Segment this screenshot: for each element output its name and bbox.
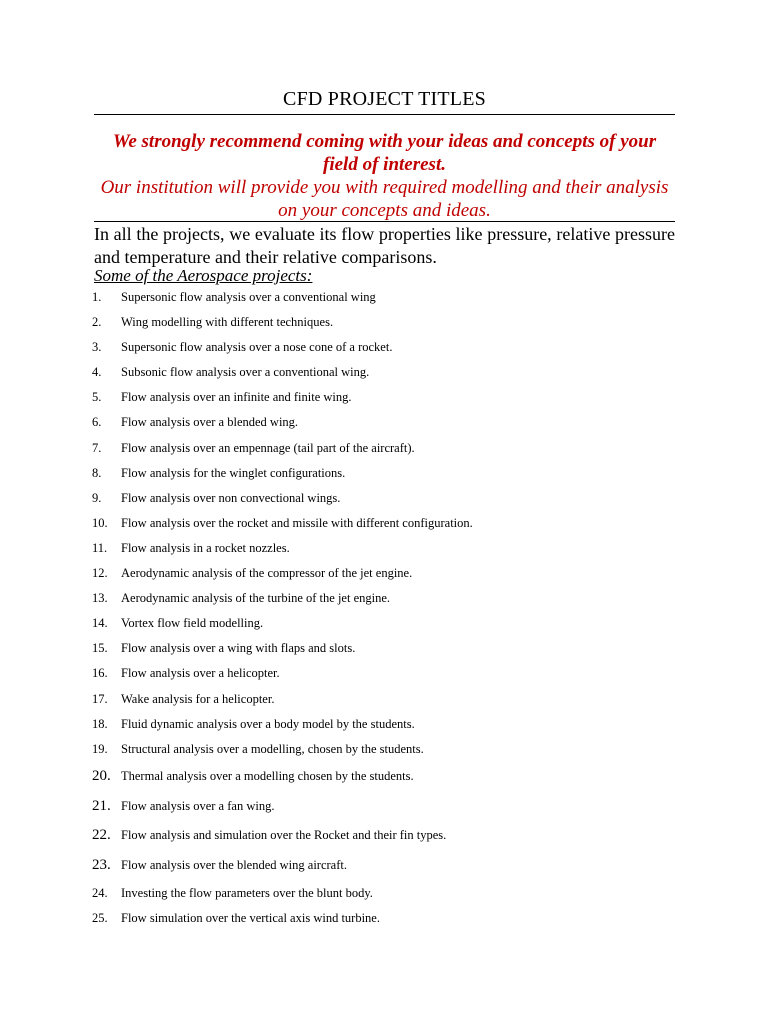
- project-title: Flow analysis for the winglet configurations.: [121, 465, 346, 480]
- project-title: Flow simulation over the vertical axis wind turbine.: [121, 911, 380, 926]
- project-number: 7.: [92, 440, 102, 455]
- project-item: [92, 687, 692, 712]
- project-item: [92, 636, 692, 661]
- project-title: Vortex flow field modelling.: [121, 616, 264, 631]
- project-number: 22.: [92, 827, 111, 844]
- project-title: Aerodynamic analysis of the compressor of the jet engine.: [121, 566, 413, 581]
- project-number: 5.: [92, 390, 102, 405]
- project-item: [92, 385, 692, 410]
- project-number: 10.: [92, 515, 108, 530]
- project-number: 12.: [92, 566, 108, 581]
- page-title: CFD PROJECT TITLES: [283, 88, 486, 110]
- project-item: [92, 906, 692, 931]
- project-title: Flow analysis over the rocket and missile with different configuration.: [121, 515, 473, 530]
- project-number: 1.: [92, 290, 102, 304]
- project-item: [92, 821, 692, 851]
- project-number: 15.: [92, 641, 108, 656]
- project-item: [92, 586, 692, 611]
- project-title: Fluid dynamic analysis over a body model by the students.: [121, 716, 415, 731]
- project-number: 25.: [92, 911, 108, 926]
- project-item: [92, 310, 692, 335]
- project-title: Flow analysis over an infinite and finite wing.: [121, 390, 352, 405]
- project-item: [92, 461, 692, 486]
- project-number: 9.: [92, 490, 102, 505]
- project-item: [92, 360, 692, 385]
- project-title: Flow analysis over the blended wing aircraft.: [121, 858, 347, 873]
- project-number: 4.: [92, 365, 102, 380]
- project-number: 2.: [92, 315, 102, 330]
- project-item: [92, 285, 692, 310]
- project-item: [92, 792, 692, 822]
- project-item: [92, 762, 692, 792]
- project-title: Flow analysis over an empennage (tail part of the aircraft).: [121, 440, 415, 455]
- project-number: 11.: [92, 540, 108, 555]
- project-item: [92, 436, 692, 461]
- project-title: Supersonic flow analysis over a conventional wing: [121, 290, 376, 304]
- project-title: Flow analysis over a fan wing.: [121, 798, 275, 813]
- project-title: Wake analysis for a helicopter.: [121, 691, 275, 706]
- project-number: 16.: [92, 666, 108, 681]
- project-number: 24.: [92, 885, 108, 900]
- project-item: [92, 536, 692, 561]
- project-number: 13.: [92, 591, 108, 606]
- intro-paragraph: In all the projects, we evaluate its flow properties like pressure, relative pressure and temperature and their relative comparisons.: [94, 224, 675, 267]
- project-number: 8.: [92, 465, 102, 480]
- section-subheading: Some of the Aerospace projects:: [94, 266, 313, 285]
- project-item: [92, 611, 692, 636]
- project-list: [92, 285, 692, 931]
- project-title: Flow analysis over a helicopter.: [121, 666, 280, 681]
- project-title: Structural analysis over a modelling, chosen by the students.: [121, 741, 424, 756]
- project-title: Flow analysis in a rocket nozzles.: [121, 540, 290, 555]
- project-item: [92, 410, 692, 435]
- project-title: Investing the flow parameters over the blunt body.: [121, 885, 373, 900]
- project-title: Flow analysis over a wing with flaps and slots.: [121, 641, 356, 656]
- project-item: [92, 561, 692, 586]
- project-number: 19.: [92, 741, 108, 756]
- project-number: 6.: [92, 415, 102, 430]
- project-title: Flow analysis over non convectional wings.: [121, 490, 341, 505]
- project-title: Flow analysis and simulation over the Rocket and their fin types.: [121, 828, 447, 843]
- project-title: Flow analysis over a blended wing.: [121, 415, 299, 430]
- project-item: [92, 881, 692, 906]
- project-number: 18.: [92, 716, 108, 731]
- project-title: Subsonic flow analysis over a conventional wing.: [121, 365, 370, 380]
- title-divider: [94, 114, 675, 115]
- recommendation-divider: [94, 221, 675, 222]
- recommendation-italic: Our institution will provide you with required modelling and their analysis on your concepts and ideas.: [100, 177, 669, 221]
- project-number: 14.: [92, 616, 108, 631]
- project-item: [92, 486, 692, 511]
- project-item: [92, 661, 692, 686]
- project-number: 20.: [92, 767, 111, 784]
- project-number: 21.: [92, 797, 111, 814]
- project-title: Supersonic flow analysis over a nose cone of a rocket.: [121, 340, 393, 355]
- recommendation-bold: We strongly recommend coming with your ideas and concepts of your field of interest.: [112, 131, 657, 175]
- project-number: 23.: [92, 857, 111, 874]
- project-number: 3.: [92, 340, 102, 355]
- project-item: [92, 511, 692, 536]
- project-title: Thermal analysis over a modelling chosen by the students.: [121, 768, 414, 783]
- project-item: [92, 712, 692, 737]
- project-item: [92, 851, 692, 881]
- project-number: 17.: [92, 691, 108, 706]
- project-item: [92, 335, 692, 360]
- project-title: Aerodynamic analysis of the turbine of the jet engine.: [121, 591, 391, 606]
- project-title: Wing modelling with different techniques.: [121, 315, 334, 330]
- project-item: [92, 737, 692, 762]
